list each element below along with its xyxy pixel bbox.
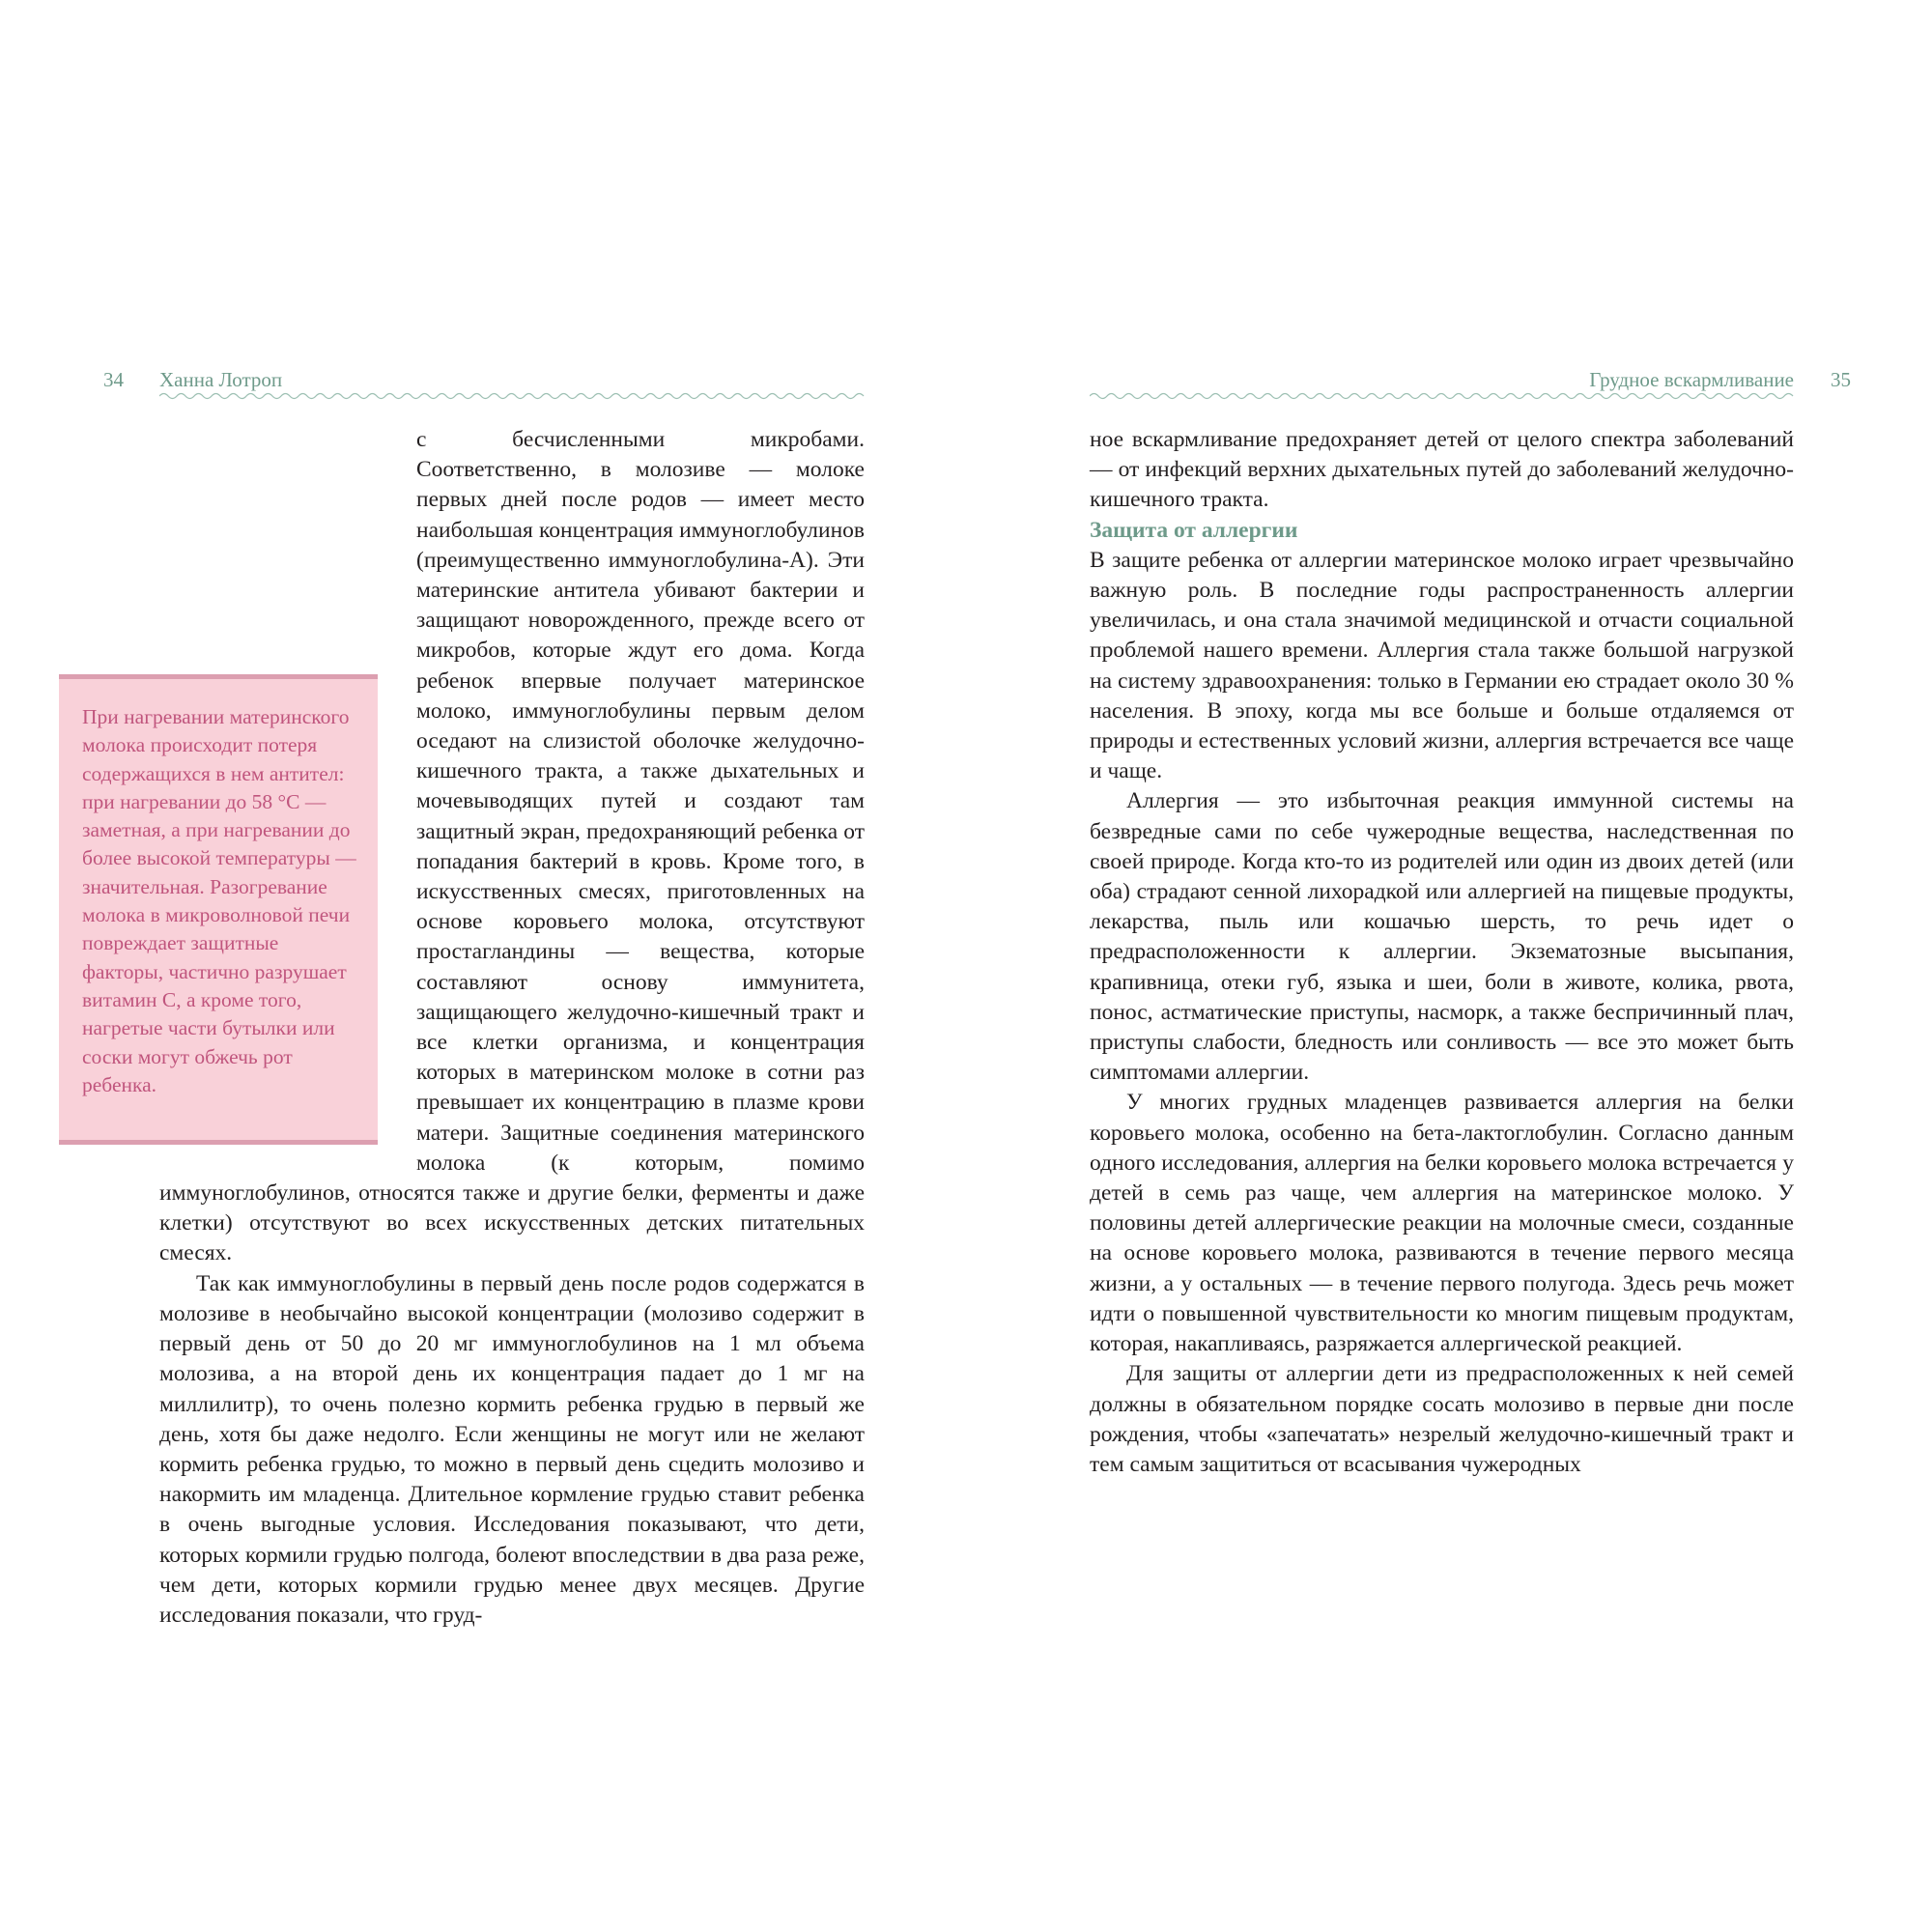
paragraph: У многих грудных младенцев развивается аллергия на белки коровьего молока, особенно на бета-лактоглобулин. Согласно данным одного исследования, аллергия на белки коровьего молока встречается у детей в семь раз чаще, чем аллергия на материнское молоко. У половины детей аллергические реакции на молочные смеси, созданные на основе коровьего молока, развиваются в течение первого месяца жизни, а у остальных — в течение первого полугода. Здесь речь может идти о повышенной чувствительности ко многим пищевым продуктам, которая, накапливаясь, разряжается аллергической реакцией. [1090,1090,1794,1357]
paragraph: Для защиты от аллергии дети из предрасположенных к ней семей должны в обязательном порядке сосать молозиво в первые дни после рождения, чтобы «запечатать» незрелый желудочно-кишечный тракт и тем самым защититься от всасывания чужеродных [1090,1361,1794,1477]
section-heading: Защита от аллергии [1090,517,1298,543]
wavy-rule [159,391,865,401]
sidebar-note [59,674,378,1145]
paragraph: с бесчисленными микробами. Соответственно, в молозиве — молоке первых дней после родов — имеет место наибольшая концентрация иммуноглобулинов (преимущественно иммуноглобулина-А). Эти материнские антитела убивают бактерии и защищают новорожденного, прежде всего от микробов, которые ждут его дома. Когда ребенок впервые получает материнское молоко, иммуноглобулины первым делом оседают на слизистой оболочке желудочно-кишечного тракта, а также дыхательных и мочевыводящих путей и создают там защитный экран, предохраняющий ребенка от попадания бактерий в кровь. Кроме того, в искусственных смесях, приготовленных на основе коровьего молока, отсутствуют простагландины — вещества, которые составляют основу иммунитета, защищающего желудочно-кишечный тракт и все клетки организма, и концентрация которых в материнском молоке в сотни раз превышает их концентрацию в плазме крови матери. Защитные соединения материнского молока (к которым, помимо иммуноглобулинов, относятся также и другие белки, ферменты и даже клетки) отсутствуют во всех искусственных детских питательных смесях. [159,427,865,1266]
page-number: 34 [103,368,124,391]
paragraph: В защите ребенка от аллергии материнское молоко играет чрезвычайно важную роль. В последние годы распространенность аллергии увеличилась, и она стала значимой медицинской и отчасти социальной проблемой нашего времени. Аллергия стала также большой нагрузкой на систему здравоохранения: только в Германии ею страдает около 30 % населения. В эпоху, когда мы все больше и больше отдаляемся от природы и естественных условий жизни, аллергия встречается все чаще и чаще. [1090,547,1794,784]
running-head: Грудное вскармливание [1589,368,1794,391]
paragraph: ное вскармливание предохраняет детей от целого спектра заболеваний — от инфекций верхних дыхательных путей до заболеваний желудочно-кишечного тракта. [1090,427,1794,513]
body-text [1090,425,1794,1480]
paragraph: Аллергия — это избыточная реакция иммунной системы на безвредные сами по себе чужеродные вещества, наследственная по своей природе. Когда кто-то из родителей или один из двоих детей (или оба) страдают сенной лихорадкой или аллергией на пищевые продукты, лекарства, пыль или кошачью шерсть, то речь идет о предрасположенности к аллергии. Экзематозные высыпания, крапивница, отеки губ, языка и шеи, боли в животе, колика, рвота, понос, астматические приступы, насморк, а также беспричинный плач, приступы слабости, бледность или сонливость — все это может быть симптомами аллергии. [1090,788,1794,1086]
page-number: 35 [1831,368,1851,391]
wavy-rule [1090,391,1794,401]
paragraph: Так как иммуноглобулины в первый день после родов содержатся в молозиве в необычайно высокой концентрации (молозиво содержит в первый день от 50 до 20 мг иммуноглобулинов на 1 мл объема молозива, а на второй день их концентрация падает до 1 мг на миллилитр), то очень полезно кормить ребенка грудью в первый же день, хотя бы даже недолго. Если женщины не могут или не желают кормить ребенка грудью, то можно в первый день сцедить молозиво и накормить им младенца. Длительное кормление грудью ставит ребенка в очень выгодные условия. Исследования показывают, что дети, которых кормили грудью полгода, болеют впоследствии в два раза реже, чем дети, которых кормили грудью менее двух месяцев. Другие исследования показали, что груд- [159,1270,865,1628]
sidebar-text: При нагревании материнского молока происходит потеря содержащихся в нем антител: при нагревании до 58 °C — заметная, а при нагревании до более высокой температуры — значительная. Разогревание молока в микроволновой печи повреждает защитные факторы, частично разрушает витамин С, а кроме того, нагретые части бутылки или соски могут обжечь рот ребенка. [82,705,356,1096]
right-page [966,0,1932,1932]
running-head: Ханна Лотроп [159,368,283,391]
